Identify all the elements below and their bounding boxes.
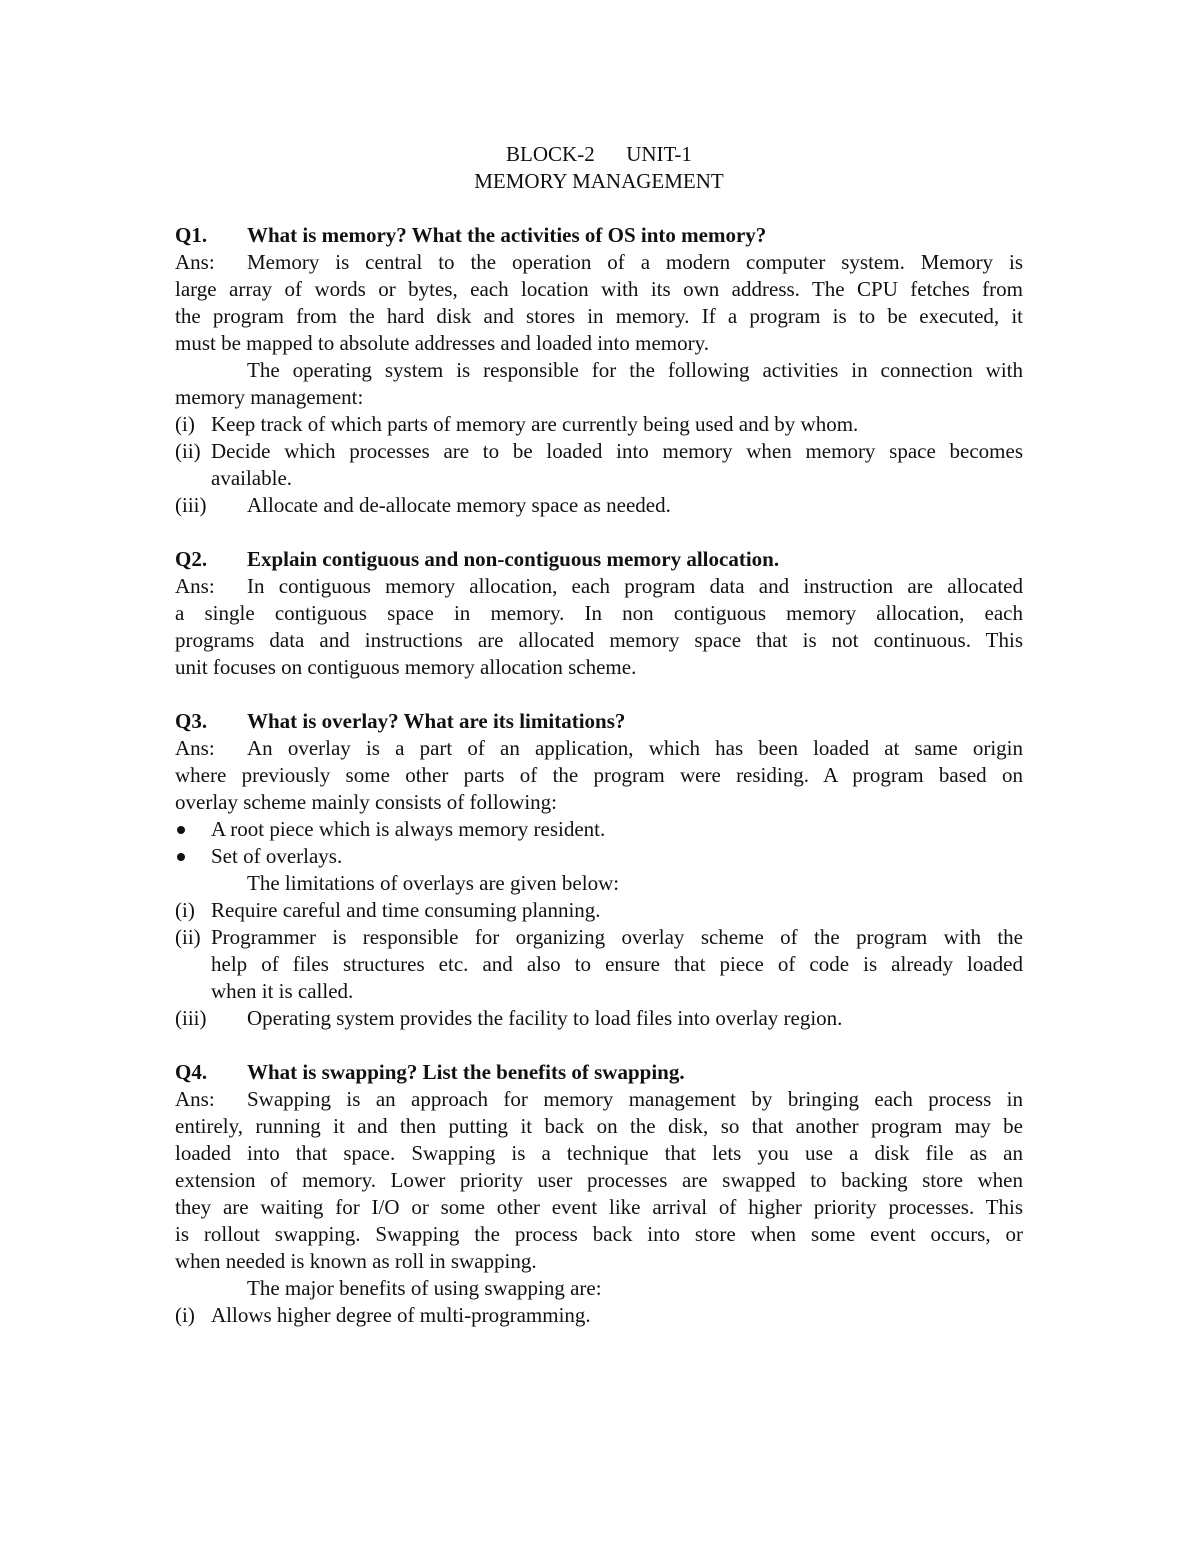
list-number: (i)	[175, 412, 195, 436]
answer-line: Ans: In contiguous memory allocation, each program data and instruction are allocated	[175, 574, 1023, 598]
answer-line: a single contiguous space in memory. In non contiguous memory allocation, each	[175, 601, 1023, 625]
answer-label: Ans:	[175, 250, 215, 274]
question-number: Q1.	[175, 223, 208, 247]
answer-line: Ans: Swapping is an approach for memory management by bringing each process in	[175, 1087, 1023, 1111]
bullet-item: Set of overlays.	[175, 843, 1023, 870]
answer-line: programs data and instructions are allocated memory space that is not continuous. This	[175, 628, 1023, 652]
answer-label: Ans:	[175, 1087, 215, 1111]
question-1	[175, 222, 1023, 249]
answer-line: entirely, running it and then putting it back on the disk, so that another program may be	[175, 1114, 1023, 1138]
list-number: (i)	[175, 1303, 195, 1327]
answer-line: large array of words or bytes, each location with its own address. The CPU fetches from	[175, 277, 1023, 301]
answer-line: The major benefits of using swapping are:	[247, 1276, 602, 1300]
list-item: (i) Allows higher degree of multi-programming.	[175, 1303, 591, 1327]
question-number: Q2.	[175, 547, 208, 571]
answer-line: when needed is known as roll in swapping.	[175, 1249, 537, 1273]
answer-line: loaded into that space. Swapping is a technique that lets you use a disk file as an	[175, 1141, 1023, 1165]
block-unit-heading: BLOCK-2 UNIT-1	[506, 142, 692, 166]
answer-line: where previously some other parts of the program were residing. A program based on	[175, 763, 1023, 787]
answer-label: Ans:	[175, 574, 215, 598]
bullet-icon	[177, 826, 185, 834]
page-title: MEMORY MANAGEMENT	[474, 169, 724, 193]
list-item-continuation: help of files structures etc. and also to ensure that piece of code is already loaded	[211, 952, 1023, 976]
answer-line: extension of memory. Lower priority user processes are swapped to backing store when	[175, 1168, 1023, 1192]
question-text: What is swapping? List the benefits of swapping.	[247, 1060, 685, 1084]
answer-line: Ans: An overlay is a part of an application, which has been loaded at same origin	[175, 736, 1023, 760]
question-text: Explain contiguous and non-contiguous memory allocation.	[247, 547, 780, 571]
question-number: Q3.	[175, 709, 208, 733]
answer-line: unit focuses on contiguous memory allocation scheme.	[175, 655, 637, 679]
question-number: Q4.	[175, 1060, 208, 1084]
document-page	[175, 141, 1023, 1329]
answer-line: overlay scheme mainly consists of following:	[175, 790, 558, 814]
list-item: (iii) Operating system provides the facility to load files into overlay region.	[175, 1006, 843, 1030]
list-item-continuation: when it is called.	[211, 979, 354, 1003]
question-text: What is memory? What the activities of OS into memory?	[247, 223, 767, 247]
answer-line: The operating system is responsible for the following activities in connection with	[247, 358, 1023, 382]
answer-line: Ans: Memory is central to the operation of a modern computer system. Memory is	[175, 250, 1023, 274]
list-item: (i) Keep track of which parts of memory are currently being used and by whom.	[175, 412, 859, 436]
question-3	[175, 708, 1023, 735]
answer-line: the program from the hard disk and stores in memory. If a program is to be executed, it	[175, 304, 1023, 328]
answer-line: is rollout swapping. Swapping the process back into store when some event occurs, or	[175, 1222, 1023, 1246]
list-number: (i)	[175, 898, 195, 922]
question-4	[175, 1059, 1023, 1086]
answer-line: memory management:	[175, 385, 364, 409]
list-number: (ii)	[175, 439, 201, 463]
list-item: (iii) Allocate and de-allocate memory space as needed.	[175, 493, 671, 517]
list-number: (ii)	[175, 925, 201, 949]
list-item: (i) Require careful and time consuming planning.	[175, 898, 601, 922]
bullet-icon	[177, 853, 185, 861]
list-number: (iii)	[175, 1006, 207, 1030]
bullet-item: A root piece which is always memory resident.	[175, 816, 1023, 843]
answer-line: The limitations of overlays are given below:	[247, 871, 620, 895]
list-item: (ii) Programmer is responsible for organizing overlay scheme of the program with the	[175, 925, 1023, 949]
answer-label: Ans:	[175, 736, 215, 760]
list-item: (ii) Decide which processes are to be loaded into memory when memory space becomes	[175, 439, 1023, 463]
question-2	[175, 546, 1023, 573]
answer-line: must be mapped to absolute addresses and loaded into memory.	[175, 331, 710, 355]
list-number: (iii)	[175, 493, 207, 517]
question-text: What is overlay? What are its limitations?	[247, 709, 626, 733]
list-item-continuation: available.	[211, 466, 293, 490]
answer-line: they are waiting for I/O or some other event like arrival of higher priority processes. This	[175, 1195, 1023, 1219]
